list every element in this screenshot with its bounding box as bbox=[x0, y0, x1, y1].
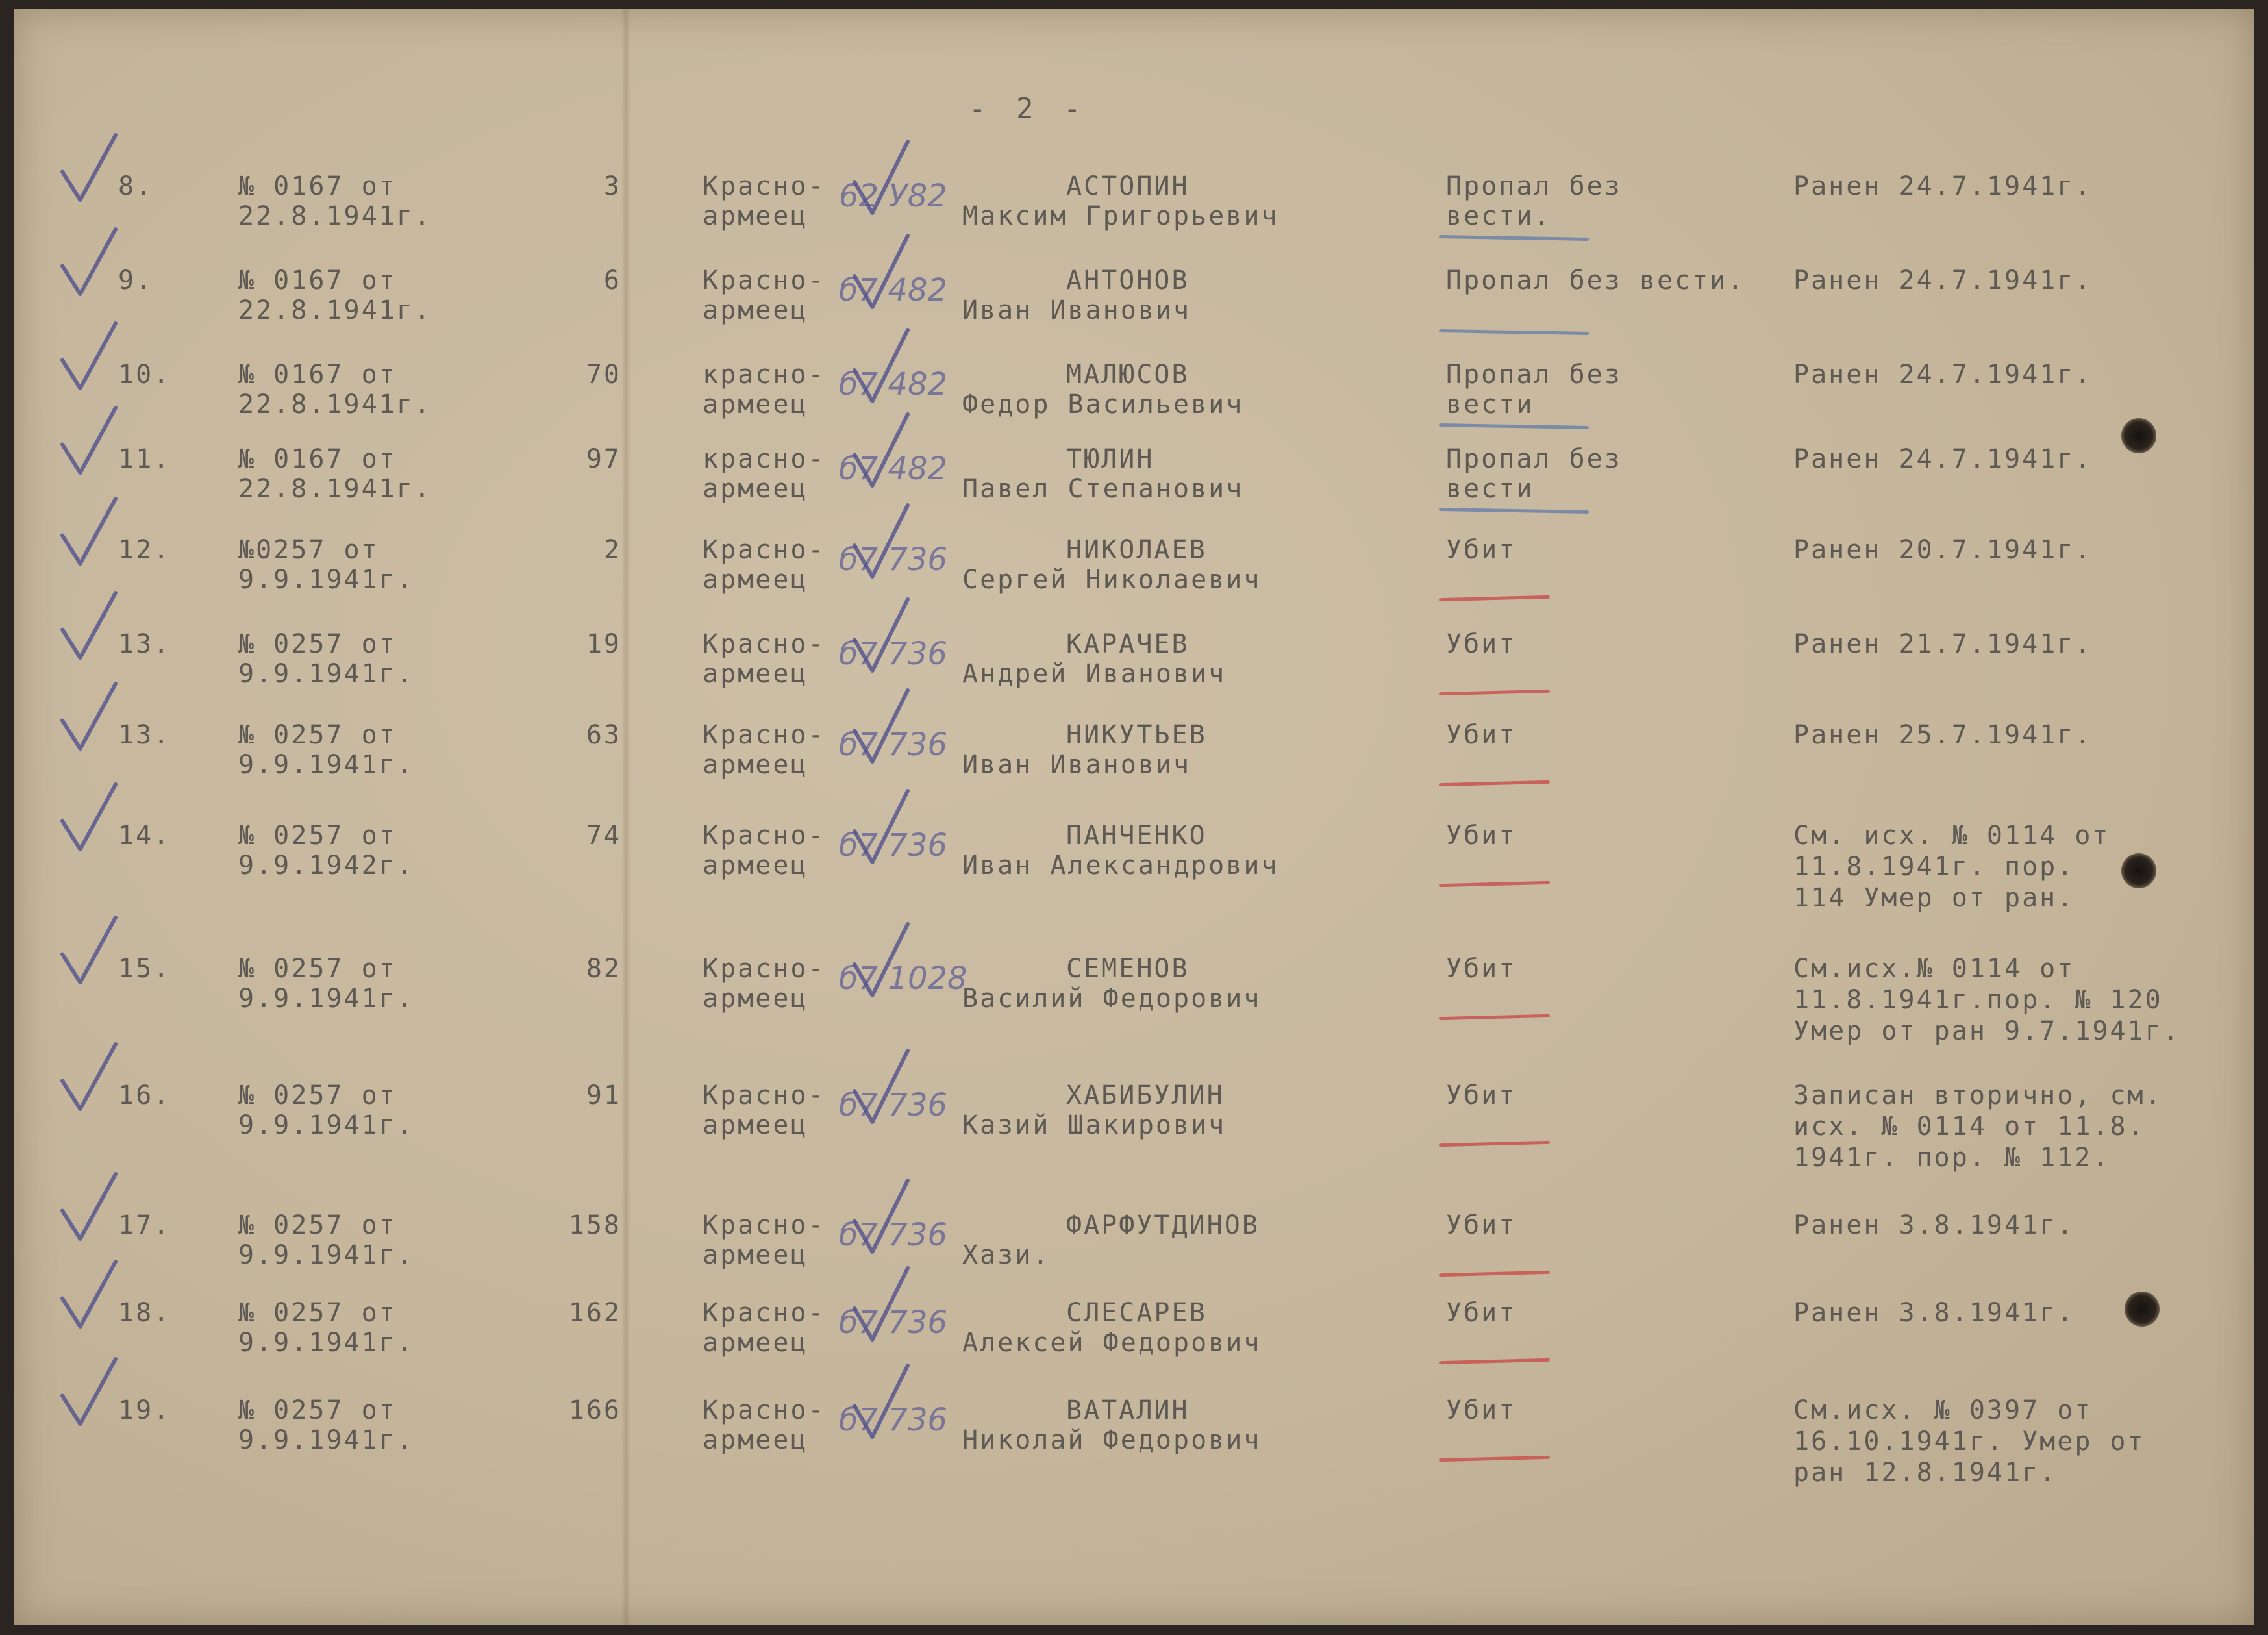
punch-hole bbox=[2125, 1292, 2160, 1327]
order-number: № 0167 от bbox=[238, 444, 397, 474]
list-number: 162 bbox=[568, 1298, 621, 1328]
row-number: 13. bbox=[118, 629, 171, 659]
order-number: № 0257 от bbox=[238, 720, 397, 750]
rank-label: Красно- bbox=[703, 821, 826, 851]
rank-label: армеец bbox=[703, 295, 808, 325]
remark: Записан вторично, см. bbox=[1793, 1080, 2163, 1110]
list-number: 70 bbox=[586, 360, 621, 390]
remark: Ранен 3.8.1941г. bbox=[1793, 1298, 2075, 1328]
checkmark-icon bbox=[852, 1266, 910, 1343]
status-underline bbox=[1439, 235, 1589, 241]
list-number: 97 bbox=[586, 444, 621, 474]
checkmark-icon bbox=[852, 139, 910, 217]
status-underline bbox=[1439, 595, 1550, 601]
order-number: № 0257 от bbox=[238, 1210, 397, 1240]
soldier-surname: ФАРФУТДИНОВ bbox=[1066, 1210, 1260, 1240]
rank-label: армеец bbox=[703, 659, 808, 689]
fate-status: Убит bbox=[1446, 1210, 1517, 1240]
status-underline bbox=[1439, 1358, 1550, 1364]
list-number: 2 bbox=[603, 535, 621, 565]
soldier-surname: ВАТАЛИН bbox=[1066, 1395, 1190, 1425]
checkmark-icon bbox=[852, 1048, 910, 1126]
order-number: № 0257 от bbox=[238, 1395, 397, 1425]
order-date: 9.9.1941г. bbox=[238, 984, 414, 1014]
rank-label: Красно- bbox=[703, 1395, 826, 1425]
remark: 114 Умер от ран. bbox=[1793, 883, 2075, 913]
remark: 16.10.1941г. Умер от bbox=[1793, 1427, 2145, 1456]
order-date: 9.9.1941г. bbox=[238, 1110, 414, 1140]
fate-status: Пропал без bbox=[1446, 171, 1622, 201]
rank-label: армеец bbox=[703, 984, 808, 1014]
rank-label: Красно- bbox=[703, 171, 826, 201]
checkmark-icon bbox=[852, 921, 910, 999]
soldier-name: Василий Федорович bbox=[962, 984, 1262, 1014]
rank-label: Красно- bbox=[703, 1210, 826, 1240]
remark: исх. № 0114 от 11.8. bbox=[1793, 1112, 2145, 1142]
status-underline bbox=[1439, 1141, 1550, 1147]
list-number: 82 bbox=[586, 954, 621, 984]
order-date: 9.9.1942г. bbox=[238, 851, 414, 880]
handwritten-note: б7 736 bbox=[839, 827, 948, 864]
remark: Ранен 24.7.1941г. bbox=[1793, 171, 2093, 201]
list-number: 74 bbox=[586, 821, 621, 851]
remark: Ранен 3.8.1941г. bbox=[1793, 1210, 2075, 1240]
checkmark-icon bbox=[852, 1178, 910, 1256]
handwritten-note: б7 736 bbox=[839, 1304, 948, 1341]
rank-label: армеец bbox=[703, 1328, 808, 1358]
fate-status: Пропал без вести. bbox=[1446, 266, 1745, 295]
soldier-surname: СЛЕСАРЕВ bbox=[1066, 1298, 1207, 1328]
handwritten-note: б7 1028 bbox=[839, 960, 967, 997]
status-underline bbox=[1439, 329, 1589, 335]
status-underline bbox=[1439, 423, 1589, 429]
fate-status: Убит bbox=[1446, 720, 1517, 750]
checkmark-icon bbox=[60, 782, 118, 853]
handwritten-note: б7 736 bbox=[839, 1087, 948, 1123]
list-number: 63 bbox=[586, 720, 621, 750]
order-date: 9.9.1941г. bbox=[238, 1328, 414, 1358]
list-number: 166 bbox=[568, 1395, 621, 1425]
order-number: № 0167 от bbox=[238, 266, 397, 295]
soldier-name: Максим Григорьевич bbox=[962, 201, 1279, 231]
punch-hole bbox=[2121, 853, 2156, 888]
rank-label: красно- bbox=[703, 444, 826, 474]
remark: Умер от ран 9.7.1941г. bbox=[1793, 1016, 2180, 1046]
row-number: 18. bbox=[118, 1298, 171, 1328]
row-number: 9. bbox=[118, 266, 154, 295]
fate-status: вести. bbox=[1446, 201, 1552, 231]
order-number: № 0257 от bbox=[238, 1080, 397, 1110]
handwritten-note: б7 736 bbox=[839, 1402, 948, 1438]
row-number: 15. bbox=[118, 954, 171, 984]
fate-status: Пропал без bbox=[1446, 360, 1622, 390]
handwritten-note: 62 У82 bbox=[839, 178, 947, 214]
list-number: 91 bbox=[586, 1080, 621, 1110]
remark: См.исх.№ 0114 от bbox=[1793, 954, 2075, 984]
handwritten-note: б7 482 bbox=[839, 272, 948, 308]
order-date: 22.8.1941г. bbox=[238, 201, 432, 231]
order-date: 22.8.1941г. bbox=[238, 390, 432, 419]
rank-label: Красно- bbox=[703, 266, 826, 295]
remark: См.исх. № 0397 от bbox=[1793, 1395, 2093, 1425]
order-date: 22.8.1941г. bbox=[238, 295, 432, 325]
rank-label: Красно- bbox=[703, 1298, 826, 1328]
soldier-surname: МАЛЮСОВ bbox=[1066, 360, 1190, 390]
rank-label: красно- bbox=[703, 360, 826, 390]
row-number: 16. bbox=[118, 1080, 171, 1110]
remark: 11.8.1941г. пор. bbox=[1793, 852, 2075, 882]
rank-label: армеец bbox=[703, 1425, 808, 1455]
soldier-name: Андрей Иванович bbox=[962, 659, 1227, 689]
checkmark-icon bbox=[60, 1259, 118, 1330]
rank-label: армеец bbox=[703, 390, 808, 419]
row-number: 8. bbox=[118, 171, 154, 201]
fate-status: Убит bbox=[1446, 821, 1517, 851]
checkmark-icon bbox=[60, 405, 118, 477]
order-date: 22.8.1941г. bbox=[238, 474, 432, 504]
soldier-name: Иван Александрович bbox=[962, 851, 1279, 880]
checkmark-icon bbox=[60, 132, 118, 204]
soldier-name: Павел Степанович bbox=[962, 474, 1244, 504]
row-number: 19. bbox=[118, 1395, 171, 1425]
handwritten-note: б7 736 bbox=[839, 1217, 948, 1253]
status-underline bbox=[1439, 881, 1550, 887]
list-number: 158 bbox=[568, 1210, 621, 1240]
order-date: 9.9.1941г. bbox=[238, 750, 414, 780]
rank-label: Красно- bbox=[703, 1080, 826, 1110]
fate-status: вести bbox=[1446, 474, 1534, 504]
handwritten-note: б7 482 bbox=[839, 366, 948, 403]
soldier-name: Николай Федорович bbox=[962, 1425, 1262, 1455]
remark: 11.8.1941г.пор. № 120 bbox=[1793, 985, 2163, 1015]
soldier-surname: АНТОНОВ bbox=[1066, 266, 1190, 295]
soldier-surname: КАРАЧЕВ bbox=[1066, 629, 1190, 659]
order-date: 9.9.1941г. bbox=[238, 565, 414, 595]
handwritten-note: б7 736 bbox=[839, 727, 948, 763]
row-number: 13. bbox=[118, 720, 171, 750]
checkmark-icon bbox=[852, 597, 910, 675]
soldier-surname: ХАБИБУЛИН bbox=[1066, 1080, 1225, 1110]
rank-label: Красно- bbox=[703, 954, 826, 984]
checkmark-icon bbox=[852, 688, 910, 766]
remark: Ранен 25.7.1941г. bbox=[1793, 720, 2093, 750]
soldier-name: Хази. bbox=[962, 1240, 1051, 1270]
checkmark-icon bbox=[60, 915, 118, 986]
remark: Ранен 24.7.1941г. bbox=[1793, 360, 2093, 390]
soldier-surname: СЕМЕНОВ bbox=[1066, 954, 1190, 984]
soldier-name: Алексей Федорович bbox=[962, 1328, 1262, 1358]
soldier-name: Федор Васильевич bbox=[962, 390, 1244, 419]
soldier-surname: ПАНЧЕНКО bbox=[1066, 821, 1207, 851]
status-underline bbox=[1439, 1014, 1550, 1020]
rank-label: армеец bbox=[703, 1240, 808, 1270]
page-fold bbox=[621, 9, 630, 1625]
order-number: № 0167 от bbox=[238, 171, 397, 201]
fate-status: Убит bbox=[1446, 535, 1517, 565]
rank-label: армеец bbox=[703, 474, 808, 504]
order-number: № 0257 от bbox=[238, 954, 397, 984]
soldier-surname: НИКОЛАЕВ bbox=[1066, 535, 1207, 565]
rank-label: Красно- bbox=[703, 535, 826, 565]
fate-status: Убит bbox=[1446, 1080, 1517, 1110]
handwritten-note: б7 736 bbox=[839, 636, 948, 672]
checkmark-icon bbox=[60, 681, 118, 753]
row-number: 14. bbox=[118, 821, 171, 851]
soldier-name: Иван Иванович bbox=[962, 750, 1191, 780]
remark: Ранен 24.7.1941г. bbox=[1793, 444, 2093, 474]
list-number: 3 bbox=[603, 171, 621, 201]
checkmark-icon bbox=[852, 412, 910, 490]
checkmark-icon bbox=[852, 1363, 910, 1441]
checkmark-icon bbox=[60, 227, 118, 298]
fate-status: вести bbox=[1446, 390, 1534, 419]
remark: Ранен 20.7.1941г. bbox=[1793, 535, 2093, 565]
checkmark-icon bbox=[60, 1356, 118, 1428]
soldier-surname: НИКУТЬЕВ bbox=[1066, 720, 1207, 750]
remark: ран 12.8.1941г. bbox=[1793, 1458, 2058, 1488]
rank-label: Красно- bbox=[703, 720, 826, 750]
status-underline bbox=[1439, 780, 1550, 786]
order-date: 9.9.1941г. bbox=[238, 659, 414, 689]
checkmark-icon bbox=[852, 327, 910, 405]
list-number: 19 bbox=[586, 629, 621, 659]
checkmark-icon bbox=[60, 321, 118, 392]
order-date: 9.9.1941г. bbox=[238, 1240, 414, 1270]
checkmark-icon bbox=[60, 496, 118, 568]
rank-label: армеец bbox=[703, 1110, 808, 1140]
row-number: 17. bbox=[118, 1210, 171, 1240]
order-number: № 0257 от bbox=[238, 821, 397, 851]
punch-hole bbox=[2121, 418, 2156, 453]
remark: 1941г. пор. № 112. bbox=[1793, 1143, 2110, 1173]
fate-status: Пропал без bbox=[1446, 444, 1622, 474]
checkmark-icon bbox=[60, 1042, 118, 1113]
handwritten-note: б7 482 bbox=[839, 451, 948, 487]
handwritten-note: б7 736 bbox=[839, 542, 948, 578]
checkmark-icon bbox=[852, 503, 910, 580]
page-number: - 2 - bbox=[969, 92, 1088, 125]
checkmark-icon bbox=[60, 1171, 118, 1243]
order-number: №0257 от bbox=[238, 535, 379, 565]
order-date: 9.9.1941г. bbox=[238, 1425, 414, 1455]
fate-status: Убит bbox=[1446, 1298, 1517, 1328]
row-number: 11. bbox=[118, 444, 171, 474]
status-underline bbox=[1439, 690, 1550, 695]
order-number: № 0167 от bbox=[238, 360, 397, 390]
soldier-surname: АСТОПИН bbox=[1066, 171, 1190, 201]
remark: Ранен 24.7.1941г. bbox=[1793, 266, 2093, 295]
order-number: № 0257 от bbox=[238, 629, 397, 659]
checkmark-icon bbox=[852, 233, 910, 311]
fate-status: Убит bbox=[1446, 629, 1517, 659]
soldier-name: Иван Иванович bbox=[962, 295, 1191, 325]
status-underline bbox=[1439, 1271, 1550, 1277]
fate-status: Убит bbox=[1446, 954, 1517, 984]
rank-label: Красно- bbox=[703, 629, 826, 659]
rank-label: армеец bbox=[703, 201, 808, 231]
status-underline bbox=[1439, 1456, 1550, 1462]
rank-label: армеец bbox=[703, 851, 808, 880]
list-number: 6 bbox=[603, 266, 621, 295]
rank-label: армеец bbox=[703, 565, 808, 595]
row-number: 10. bbox=[118, 360, 171, 390]
remark: Ранен 21.7.1941г. bbox=[1793, 629, 2093, 659]
soldier-surname: ТЮЛИН bbox=[1066, 444, 1154, 474]
document-page bbox=[14, 9, 2254, 1625]
remark: См. исх. № 0114 от bbox=[1793, 821, 2110, 851]
checkmark-icon bbox=[60, 590, 118, 662]
order-number: № 0257 от bbox=[238, 1298, 397, 1328]
soldier-name: Казий Шакирович bbox=[962, 1110, 1227, 1140]
soldier-name: Сергей Николаевич bbox=[962, 565, 1262, 595]
row-number: 12. bbox=[118, 535, 171, 565]
fate-status: Убит bbox=[1446, 1395, 1517, 1425]
status-underline bbox=[1439, 508, 1589, 514]
checkmark-icon bbox=[852, 788, 910, 866]
rank-label: армеец bbox=[703, 750, 808, 780]
